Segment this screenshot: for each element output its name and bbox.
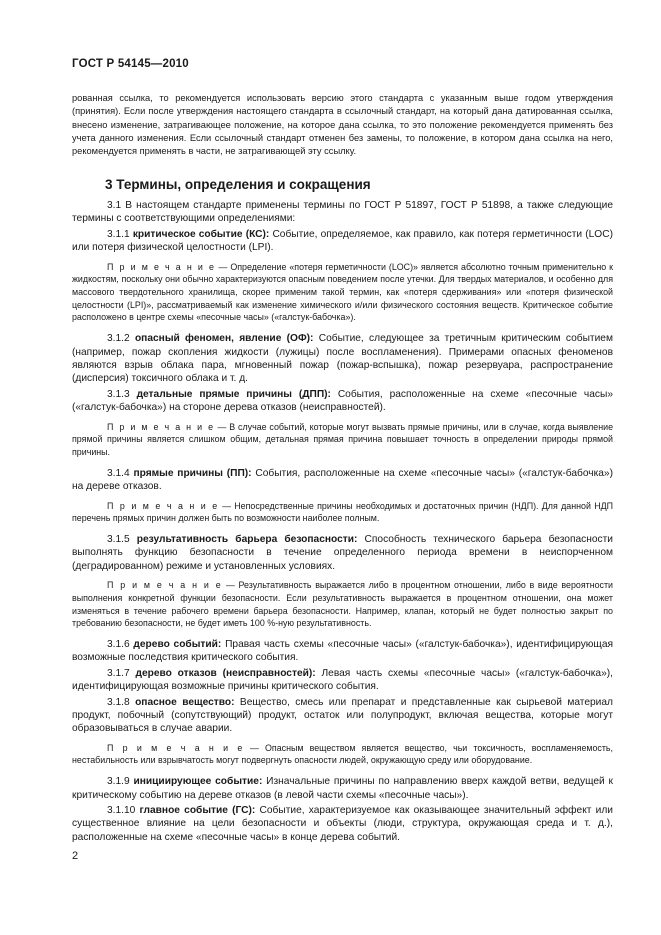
note-text: — В случае событий, которые могут вызвать прямые причины, или в случае, когда выявление прямой причины является слишком общим, детальная прямая причина повышает точность в определении природы прямой причины. <box>72 421 614 457</box>
clause-number: 3.1.5 <box>107 533 130 545</box>
clause-3-1-7 <box>72 667 613 694</box>
clause-3-1-4 <box>72 467 613 494</box>
note-text: — Опасным веществом является вещество, чьи токсичность, воспламеняемость, нестабильность или взрывчатость могут подвергнуть опасности людей, окружающую среду или оборудование. <box>72 742 614 766</box>
section-title: 3 Термины, определения и сокращения <box>105 177 371 192</box>
term-name: главное событие (ГС): <box>139 805 256 816</box>
clause-3-1-3 <box>72 388 613 415</box>
term-definition: События, расположенные на схеме «песочные часы» («галстук-бабочка») на дереве отказов. <box>72 467 613 493</box>
term-name: опасный феномен, явление (ОФ): <box>134 333 314 345</box>
clause-number: 3.1.4 <box>107 467 130 479</box>
term-definition: Событие, характеризуемое как оказывающее значительный эффект или существенное влияние на цели безопасности и объекты (люди, структура, окружающая среда и т. д.), расположенные на схеме «песочные часы» в конце дерева событий. <box>72 805 613 843</box>
clause-number: 3.1.2 <box>107 333 130 345</box>
clause-3-1-6 <box>72 638 613 665</box>
note-4 <box>72 579 613 630</box>
note-text: — Непосредственные причины необходимых и достаточных причин (НДП). Для данной НДП перечень прямых причин должен быть по возможности наиболее полным. <box>72 500 614 524</box>
terms-body <box>72 199 613 846</box>
clause-3-1-9 <box>72 775 613 802</box>
clause-number: 3.1.8 <box>107 696 130 708</box>
term-definition: Способность технического барьера безопасности выполнять функцию безопасности в течение определенного периода времени в неиспорченном (деградированном) режиме и установленных условиях. <box>72 533 613 572</box>
note-1 <box>72 261 613 325</box>
term-definition: События, расположенные на схеме «песочные часы» («галстук-бабочка») на стороне дерева отказов (неисправностей). <box>72 388 613 414</box>
note-label: П р и м е ч а н и е <box>107 742 244 753</box>
term-name: критическое событие (КС): <box>132 228 270 240</box>
intro-paragraph: рованная ссылка, то рекомендуется использовать версию этого стандарта с указанным выше годом утверждения (принятия). Если после утверждения настоящего стандарта в ссылочный стандарт, на который дана датированная ссылка, внесено изменение, затрагивающее положение, на которое дана ссылка, то это положение рекомендуется применять без учета данного изменения. Если ссылочный стандарт отменен без замены, то положение, в котором дана ссылка на него, рекомендуется применять в части, не затрагивающей эту ссылку. <box>72 93 613 157</box>
clause-3-1: 3.1 В настоящем стандарте применены термины по ГОСТ Р 51897, ГОСТ Р 51898, а также следующие термины с соответствующими определениями: <box>72 200 613 225</box>
clause-number: 3.1.6 <box>107 638 130 650</box>
note-label: П р и м е ч а н и е <box>107 500 219 511</box>
note-text: — Определение «потеря герметичности (LOC)» является абсолютно точным применительно к жидкостям, поскольку они обычно характеризуются опасным поведением после утечки. Для твердых материалов, и особенно для массового твердотельного хранилища, скорее применим такой термин, как «потеря сдерживания» или «потеря физической целостности (LPI)», рассматриваемый как изменение химического и/или физического состояния веществ. Критическое событие расположено в центре схемы «песочные часы» («галстук-бабочка»). <box>72 261 613 323</box>
note-label: П р и м е ч а н и е <box>107 580 223 591</box>
clause-number: 3.1.10 <box>107 805 136 816</box>
term-name: инициирующее событие: <box>133 776 263 788</box>
note-label: П р и м е ч а н и е <box>107 261 216 272</box>
clause-3-1-1 <box>72 228 613 255</box>
term-definition: Событие, определяемое, как правило, как потеря герметичности (LOC) или потеря физической целостности (LPI). <box>72 228 613 254</box>
term-definition: Событие, следующее за третичным критическим событием (например, пожар скопления жидкости (лужицы) после воспламенения). Примерами опасных феноменов являются взрыв облака пара, мгновенный пожар (пожар-вспышка), пожар резервуара, распространение (дисперсия) токсичного облака и т. д. <box>72 333 613 385</box>
term-definition: Изначальные причины по направлению вверх каждой ветви, ведущей к критическому событию на дереве отказов (в левой части схемы «песочные часы»). <box>72 776 613 801</box>
term-name: прямые причины (ПП): <box>133 467 252 479</box>
clause-3-1-5 <box>72 533 613 573</box>
note-3 <box>72 500 613 525</box>
note-text: — Результативность выражается либо в процентном отношении, либо в виде вероятности выполнения конкретной функции безопасности. Если результативность выражается в процентном отношении, она может изменяться в течение рабочего времени барьера безопасности. Например, клапан, который не будет полностью закрыт по требованию безопасности, не будет иметь 100 %-ную результативность. <box>72 580 614 629</box>
term-definition: Левая часть схемы «песочные часы» («галстук-бабочка»), идентифицирующая возможные причины критического события. <box>72 667 613 693</box>
standard-header: ГОСТ Р 54145—2010 <box>72 58 189 70</box>
page-number: 2 <box>72 850 79 862</box>
term-definition: Вещество, смесь или препарат и представленные как сырьевой материал продукт, побочный (сопутствующий) продукт, остаток или полупродукт, включая вещества, которые могут образовываться в случае аварии. <box>72 696 613 735</box>
clause-number: 3.1.1 <box>107 228 130 240</box>
term-name: дерево событий: <box>133 638 222 650</box>
clause-3-1-8 <box>72 696 613 736</box>
clause-number: 3.1.3 <box>107 388 130 400</box>
term-name: дерево отказов (неисправностей): <box>135 667 316 679</box>
note-5 <box>72 742 613 767</box>
clause-3-1-2 <box>72 332 613 386</box>
clause-number: 3.1.9 <box>107 776 130 788</box>
note-2 <box>72 421 613 459</box>
term-name: детальные прямые причины (ДПП): <box>136 388 331 400</box>
clause-3-1-10 <box>72 804 613 844</box>
term-definition: Правая часть схемы «песочные часы» («галстук-бабочка»), идентифицирующая возможные последствия критического события. <box>72 638 613 664</box>
clause-number: 3.1.7 <box>107 667 130 679</box>
note-label: П р и м е ч а н и е <box>107 421 215 432</box>
term-name: опасное вещество: <box>135 696 235 708</box>
term-name: результативность барьера безопасности: <box>136 533 358 545</box>
